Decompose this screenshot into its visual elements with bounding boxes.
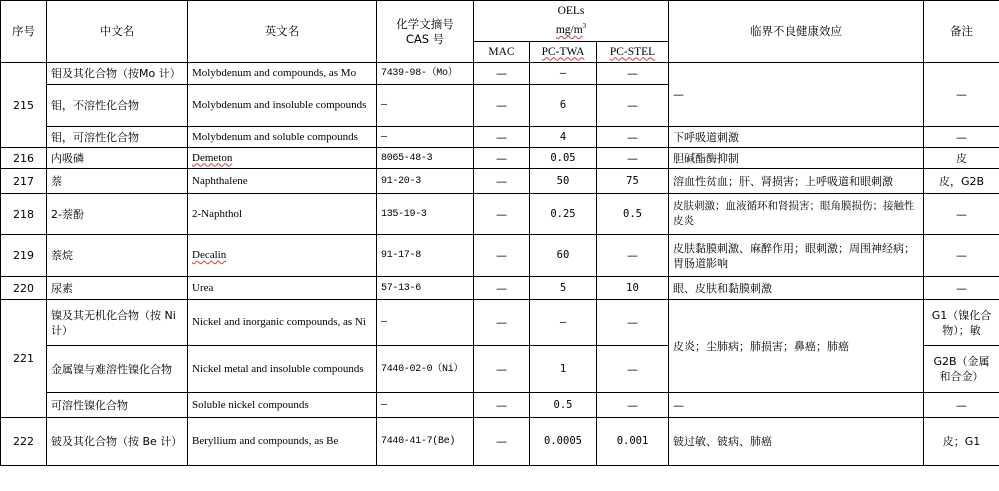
cn-name: 萘烷 xyxy=(47,235,188,277)
cas-number: 7439-98-（Mo） xyxy=(377,63,474,85)
header-mac: MAC xyxy=(474,42,530,63)
table-row xyxy=(1,418,999,466)
header-seq: 序号 xyxy=(1,1,47,63)
mac-value: — xyxy=(474,148,530,169)
en-name: Soluble nickel compounds xyxy=(188,393,377,418)
stel-value: — xyxy=(597,63,669,85)
table-row xyxy=(1,127,999,148)
stel-value: 10 xyxy=(597,277,669,300)
en-name: Molybdenum and compounds, as Mo xyxy=(188,63,377,85)
twa-value: 50 xyxy=(530,169,597,194)
note: G2B（金属和合金） xyxy=(924,346,999,393)
cn-name: 铍及其化合物（按 Be 计） xyxy=(47,418,188,466)
cn-name: 钼，可溶性化合物 xyxy=(47,127,188,148)
cn-name: 萘 xyxy=(47,169,188,194)
header-oels-title: OELs xyxy=(557,5,585,18)
seq-221: 221 xyxy=(1,300,47,418)
header-pcstel xyxy=(597,42,669,63)
pcstel-text: PC-STEL xyxy=(609,45,656,58)
twa-value: 0.25 xyxy=(530,194,597,235)
header-effect: 临界不良健康效应 xyxy=(669,1,924,63)
en-name: 2-Naphthol xyxy=(188,194,377,235)
seq-215: 215 xyxy=(1,63,47,148)
table-row xyxy=(1,277,999,300)
effect: 下呼吸道刺激 xyxy=(669,127,924,148)
effect: — xyxy=(669,393,924,418)
cn-name: 金属镍与难溶性镍化合物 xyxy=(47,346,188,393)
cas-number: 57-13-6 xyxy=(377,277,474,300)
en-name-text: Decalin xyxy=(192,249,227,261)
effect: 胆碱酯酶抑制 xyxy=(669,148,924,169)
seq: 216 xyxy=(1,148,47,169)
en-name xyxy=(188,148,377,169)
effect: 皮炎；尘肺病；肺损害；鼻癌；肺癌 xyxy=(669,300,924,393)
twa-value: 6 xyxy=(530,85,597,127)
en-name: Nickel and inorganic compounds, as Ni xyxy=(188,300,377,346)
seq: 217 xyxy=(1,169,47,194)
cas-number: 91-17-8 xyxy=(377,235,474,277)
stel-value: — xyxy=(597,300,669,346)
twa-value: 4 xyxy=(530,127,597,148)
twa-value: 5 xyxy=(530,277,597,300)
cas-number: 135-19-3 xyxy=(377,194,474,235)
table-row xyxy=(1,300,999,346)
header-cas-line1: 化学文摘号 xyxy=(396,16,454,31)
cas-number: — xyxy=(377,393,474,418)
unit-sup: 3 xyxy=(582,22,587,31)
en-name: Beryllium and compounds, as Be xyxy=(188,418,377,466)
twa-value: 1 xyxy=(530,346,597,393)
cn-name: 可溶性镍化合物 xyxy=(47,393,188,418)
note: 皮，G2B xyxy=(924,169,999,194)
note: — xyxy=(924,235,999,277)
en-name: Molybdenum and soluble compounds xyxy=(188,127,377,148)
note: 皮 xyxy=(924,148,999,169)
effect: 溶血性贫血；肝、肾损害；上呼吸道和眼刺激 xyxy=(669,169,924,194)
seq: 222 xyxy=(1,418,47,466)
table-row xyxy=(1,63,999,85)
header-oels-unit xyxy=(478,19,664,38)
en-name: Naphthalene xyxy=(188,169,377,194)
cn-name: 2-萘酚 xyxy=(47,194,188,235)
effect: 眼、皮肤和黏膜刺激 xyxy=(669,277,924,300)
mac-value: — xyxy=(474,194,530,235)
stel-value: 75 xyxy=(597,169,669,194)
table-row xyxy=(1,194,999,235)
twa-value: — xyxy=(530,63,597,85)
mac-value: — xyxy=(474,235,530,277)
cn-name: 内吸磷 xyxy=(47,148,188,169)
effect: — xyxy=(669,63,924,127)
effect: 皮肤黏膜刺激、麻醉作用；眼刺激；周围神经病；胃肠道影响 xyxy=(669,235,924,277)
unit-text: mg/m xyxy=(555,23,583,36)
seq: 220 xyxy=(1,277,47,300)
effect: 铍过敏、铍病、肺癌 xyxy=(669,418,924,466)
table-row xyxy=(1,148,999,169)
pctwa-text: PC-TWA xyxy=(541,45,585,58)
stel-value: 0.5 xyxy=(597,194,669,235)
cn-name: 钼，不溶性化合物 xyxy=(47,85,188,127)
seq: 219 xyxy=(1,235,47,277)
header-cas-line2: CAS 号 xyxy=(405,31,445,46)
en-name: Molybdenum and insoluble compounds xyxy=(188,85,377,127)
en-name xyxy=(188,235,377,277)
stel-value: — xyxy=(597,127,669,148)
stel-value: — xyxy=(597,148,669,169)
mac-value: — xyxy=(474,85,530,127)
cn-name: 钼及其化合物（按Mo 计） xyxy=(47,63,188,85)
cas-number: — xyxy=(377,127,474,148)
cn-name: 镍及其无机化合物（按 Ni 计） xyxy=(47,300,188,346)
twa-value: — xyxy=(530,300,597,346)
mac-value: — xyxy=(474,300,530,346)
stel-value: — xyxy=(597,393,669,418)
cas-number: 7440-02-0（Ni） xyxy=(377,346,474,393)
stel-value: 0.001 xyxy=(597,418,669,466)
cn-name: 尿素 xyxy=(47,277,188,300)
twa-value: 0.0005 xyxy=(530,418,597,466)
header-pctwa xyxy=(530,42,597,63)
note: — xyxy=(924,194,999,235)
en-name: Nickel metal and insoluble compounds xyxy=(188,346,377,393)
twa-value: 0.05 xyxy=(530,148,597,169)
twa-value: 60 xyxy=(530,235,597,277)
note: — xyxy=(924,277,999,300)
note: — xyxy=(924,127,999,148)
mac-value: — xyxy=(474,277,530,300)
note: — xyxy=(924,393,999,418)
note: G1（镍化合物）；敏 xyxy=(924,300,999,346)
cas-number: 7440-41-7(Be) xyxy=(377,418,474,466)
stel-value: — xyxy=(597,235,669,277)
stel-value: — xyxy=(597,85,669,127)
header-oels xyxy=(474,1,669,42)
header-cas xyxy=(377,1,474,63)
cas-number: — xyxy=(377,85,474,127)
header-en-name: 英文名 xyxy=(188,1,377,63)
cas-number: 8065-48-3 xyxy=(377,148,474,169)
twa-value: 0.5 xyxy=(530,393,597,418)
header-note: 备注 xyxy=(924,1,999,63)
mac-value: — xyxy=(474,418,530,466)
mac-value: — xyxy=(474,63,530,85)
header-cn-name: 中文名 xyxy=(47,1,188,63)
mac-value: — xyxy=(474,169,530,194)
note: 皮；G1 xyxy=(924,418,999,466)
mac-value: — xyxy=(474,346,530,393)
table-row xyxy=(1,169,999,194)
mac-value: — xyxy=(474,393,530,418)
seq: 218 xyxy=(1,194,47,235)
note: — xyxy=(924,63,999,127)
stel-value: — xyxy=(597,346,669,393)
cas-number: 91-20-3 xyxy=(377,169,474,194)
mac-value: — xyxy=(474,127,530,148)
table-row xyxy=(1,393,999,418)
effect: 皮肤刺激；血液循环和肾损害；眼角膜损伤；接触性皮炎 xyxy=(669,194,924,235)
cas-number: — xyxy=(377,300,474,346)
en-name: Urea xyxy=(188,277,377,300)
en-name-text: Demeton xyxy=(192,151,233,164)
table-row xyxy=(1,235,999,277)
